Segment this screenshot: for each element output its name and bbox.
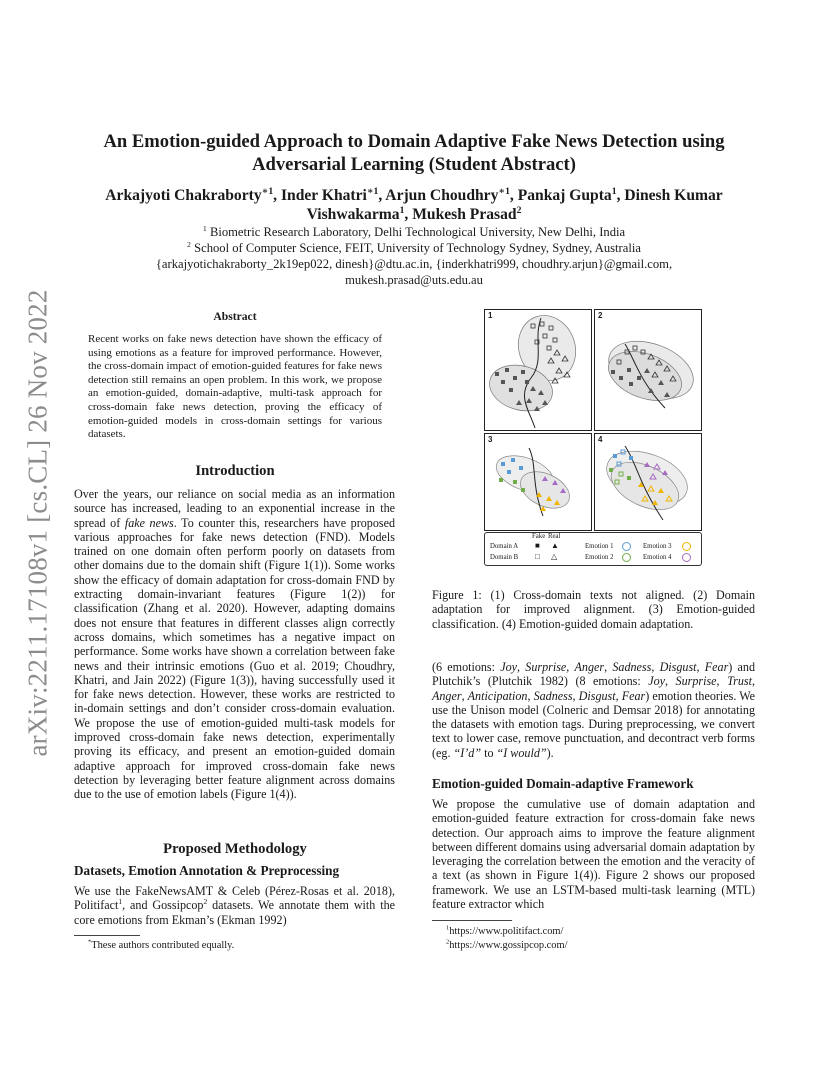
emails-line-2: mukesh.prasad@uts.edu.au xyxy=(345,273,483,287)
footnote-politifact xyxy=(446,925,746,938)
legend-emotion-1: Emotion 1 xyxy=(585,543,614,550)
emotion-term: Sadness xyxy=(612,660,652,674)
paragraph-text: , xyxy=(716,674,728,689)
figure-1-caption: Figure 1: (1) Cross-domain texts not aligned. (2) Domain adaptation for improved alignment. (3) Emotion-guided classification. (4) Emotion-guided domain adaptation. xyxy=(432,588,755,631)
author-affil-sup: 1 xyxy=(399,204,405,216)
emotion-term: Anger xyxy=(574,660,605,674)
emotion-term: Anger xyxy=(432,688,462,703)
legend-real-label: Real xyxy=(548,533,561,540)
emotion-term: Sadness xyxy=(533,688,573,703)
footnote-mark: * xyxy=(88,938,92,946)
paragraph-text: to xyxy=(481,745,497,760)
emotion-term: Anticipation xyxy=(467,688,528,703)
panel-number: 4 xyxy=(598,435,603,444)
emotions-paragraph xyxy=(432,660,755,760)
paper-title xyxy=(60,130,768,176)
author-affil-sup: ∗1 xyxy=(261,185,274,197)
footnote-text: These authors contributed equally. xyxy=(91,940,235,951)
legend-domain-a: Domain A xyxy=(490,543,519,550)
intro-text: Over the years, our reliance on social media as an information source has increased, leading to an exponential increase in the spread of xyxy=(74,487,395,530)
panel-number: 1 xyxy=(488,311,493,320)
paragraph-text: ). xyxy=(546,745,554,760)
affiliations xyxy=(60,224,768,288)
affil-text: School of Computer Science, FEIT, University of Technology Sydney, Sydney, Australia xyxy=(190,241,641,255)
emotion-term: Fear xyxy=(621,688,646,703)
paragraph-text: , xyxy=(665,674,676,689)
paragraph-text: , xyxy=(527,688,534,703)
affil-sup: 1 xyxy=(202,223,207,233)
emotion-term: Joy xyxy=(500,660,518,674)
datasets-paragraph xyxy=(74,884,395,927)
emotion-term: Fear xyxy=(704,660,729,674)
emotion-term: Trust xyxy=(727,674,752,689)
affiliation-1 xyxy=(60,224,768,240)
author-name: , Inder Khatri xyxy=(273,187,367,204)
author-affil-sup: ∗1 xyxy=(498,185,510,197)
paragraph-text: ) emotion theories. We use the Unison model (Colneric and Demsar 2018) for annotating the datasets with emotion tags. During preprocessing, we convert text to lower case, remove punctuation, and decontract verb forms (eg. xyxy=(432,688,756,760)
author-name: , Mukesh Prasad xyxy=(404,206,517,223)
hollow-triangle-icon: △ xyxy=(551,552,558,561)
panel-number: 2 xyxy=(598,311,603,320)
example-term: “I would” xyxy=(496,745,547,760)
figure-panel-4 xyxy=(594,433,702,531)
legend-emotion-3: Emotion 3 xyxy=(643,543,672,550)
emotion-term: Surprise xyxy=(675,674,717,689)
paragraph-text: , xyxy=(566,660,575,674)
paragraph-text: (6 emotions: xyxy=(432,660,501,674)
methodology-text: datasets. We annotate them with the core emotions from Ekman’s (Ekman 1992) xyxy=(74,898,396,927)
footnote-ref: 1 xyxy=(118,897,123,907)
footnote-ref: 2 xyxy=(203,897,208,907)
footnote-rule xyxy=(432,920,512,921)
paragraph-text: ) and Plutchik’s (Plutchik 1982) (8 emotions: xyxy=(432,660,756,689)
datasets-subheading: Datasets, Emotion Annotation & Preprocessing xyxy=(74,863,340,878)
author-name: Arkajyoti Chakraborty xyxy=(105,187,262,204)
introduction-heading: Introduction xyxy=(195,463,275,479)
figure-1 xyxy=(484,309,702,567)
framework-paragraph: We propose the cumulative use of domain adaptation and emotion-guided feature extraction for cross-domain fake news detection. Our approach aims to improve the feature alignment between different domains using adversarial domain adaptation by leveraging the correlation between the emotion and the veracity of a text (as shown in Figure 1(4)). Figure 2 shows our proposed framework. We use an LSTM-based multi-task learning (MTL) feature extractor which xyxy=(432,797,755,912)
panel-2-plot xyxy=(595,310,703,432)
panel-1-plot xyxy=(485,310,593,432)
title-line-2: Adversarial Learning (Student Abstract) xyxy=(252,154,576,175)
framework-subheading: Emotion-guided Domain-adaptive Framework xyxy=(432,776,694,791)
author-affil-sup: 1 xyxy=(611,185,617,197)
emails-line-1: {arkajyotichakraborty_2k19ep022, dinesh}@dtu.ac.in, {inderkhatri999, choudhry.arjun}@gmail.com, xyxy=(155,257,673,271)
author-list xyxy=(60,186,768,224)
panel-4-plot xyxy=(595,434,703,532)
author-line-2 xyxy=(60,205,768,224)
affiliation-2 xyxy=(60,240,768,256)
figure-panel-1 xyxy=(484,309,592,431)
figure-panel-3 xyxy=(484,433,592,531)
example-term: “I’d” xyxy=(453,745,482,760)
filled-triangle-icon: ▲ xyxy=(551,541,559,550)
hollow-square-icon: □ xyxy=(535,552,540,561)
intro-emphasis: fake news xyxy=(124,515,174,530)
author-affil-sup: ∗1 xyxy=(366,185,379,197)
paragraph-text: , xyxy=(696,660,705,674)
paragraph-text: , xyxy=(604,660,613,674)
arxiv-id: arXiv:2211.17108v1 [cs.CL] 26 Nov 2022 xyxy=(22,289,53,757)
footnote-mark: 1 xyxy=(446,924,450,932)
affil-text: Biometric Research Laboratory, Delhi Technological University, New Delhi, India xyxy=(206,225,626,239)
abstract-text: Recent works on fake news detection have shown the efficacy of using emotions as a feature for improved performance. However, the cross-domain impact of emotion-guided features for fake news detection still remains an open problem. In this work, we propose an emotion-guided, domain-adaptive, multi-task approach for cross-domain fake news detection, proving the efficacy of emotion-guided models in cross-domain settings for various datasets. xyxy=(88,333,382,441)
methodology-text: We use the FakeNewsAMT & Celeb (Pérez-Rosas et al. 2018), Politifact xyxy=(74,884,395,913)
footnote-rule xyxy=(74,935,140,936)
paragraph-text: , xyxy=(572,688,579,703)
author-name: , Arjun Choudhry xyxy=(378,187,499,204)
footnote-equal-contribution xyxy=(88,939,388,952)
footnote-mark: 2 xyxy=(446,938,450,946)
affil-sup: 2 xyxy=(187,239,191,249)
politifact-url-link[interactable]: https://www.politifact.com/ xyxy=(449,926,564,937)
legend-emotion-4: Emotion 4 xyxy=(643,554,672,561)
paragraph-text: , xyxy=(651,660,660,674)
gossipcop-url-link[interactable]: https://www.gossipcop.com/ xyxy=(449,940,568,951)
methodology-heading: Proposed Methodology xyxy=(163,841,307,857)
paragraph-text: , xyxy=(517,660,526,674)
paragraph-text: , xyxy=(461,688,468,703)
intro-text: . To counter this, researchers have proposed various approaches for fake news detection (FND). Models trained on one domain often perform poorly on datasets from other domains due to the domain shift (Figure 1(1)). Some works show the efficacy of domain adaptation for cross-domain FND by extracting domain-invariant features (Figure 1(2)) for classification (Zhang et al. 2020). However, adapting domains does not ensure that features in different classes align correctly across domains, which sometimes has a negative impact on performance. Some works have shown a correlation between fake news and their intrinsic emotions (Guo et al. 2019; Choudhry, Khatri, and Jain 2022) (Figure 1(3)), having successfully used it for fake news detection. However, these works are restricted to in-domain settings and don’t consider cross-domain evaluation. We propose the use of emotion-guided multi-task models for improved cross-domain fake news detection, experimentally proving its efficacy, and present an emotion-guided domain adaptive approach for improved cross-domain fake news detection by leveraging better feature alignment across domains due to the use of emotion labels (Figure 1(4)). xyxy=(74,515,395,802)
figure-panel-2 xyxy=(594,309,702,431)
author-name: , Dinesh Kumar xyxy=(616,187,723,204)
emotion-term: Surprise xyxy=(525,660,567,674)
author-affil-sup: 2 xyxy=(516,204,522,216)
figure-legend xyxy=(484,532,702,566)
legend-fake-label: Fake xyxy=(532,533,546,540)
paragraph-text: , xyxy=(751,674,755,689)
paragraph-text: , xyxy=(615,688,622,703)
emotion-term: Disgust xyxy=(578,688,616,703)
legend-domain-b: Domain B xyxy=(490,554,519,561)
introduction-paragraph xyxy=(74,487,395,802)
panel-3-plot xyxy=(485,434,593,532)
emotion-term: Joy xyxy=(648,674,666,689)
filled-square-icon: ■ xyxy=(535,541,540,550)
author-name: Vishwakarma xyxy=(306,206,400,223)
footnote-gossipcop xyxy=(446,939,746,952)
emotion-term: Disgust xyxy=(659,660,697,674)
author-line-1 xyxy=(60,186,768,205)
methodology-text: , and Gossipcop xyxy=(122,898,204,913)
title-line-1: An Emotion-guided Approach to Domain Adaptive Fake News Detection using xyxy=(103,131,725,152)
legend-emotion-2: Emotion 2 xyxy=(585,554,614,561)
arxiv-side-stamp xyxy=(16,283,60,763)
author-name: , Pankaj Gupta xyxy=(509,187,612,204)
abstract-heading: Abstract xyxy=(213,310,257,323)
panel-number: 3 xyxy=(488,435,493,444)
